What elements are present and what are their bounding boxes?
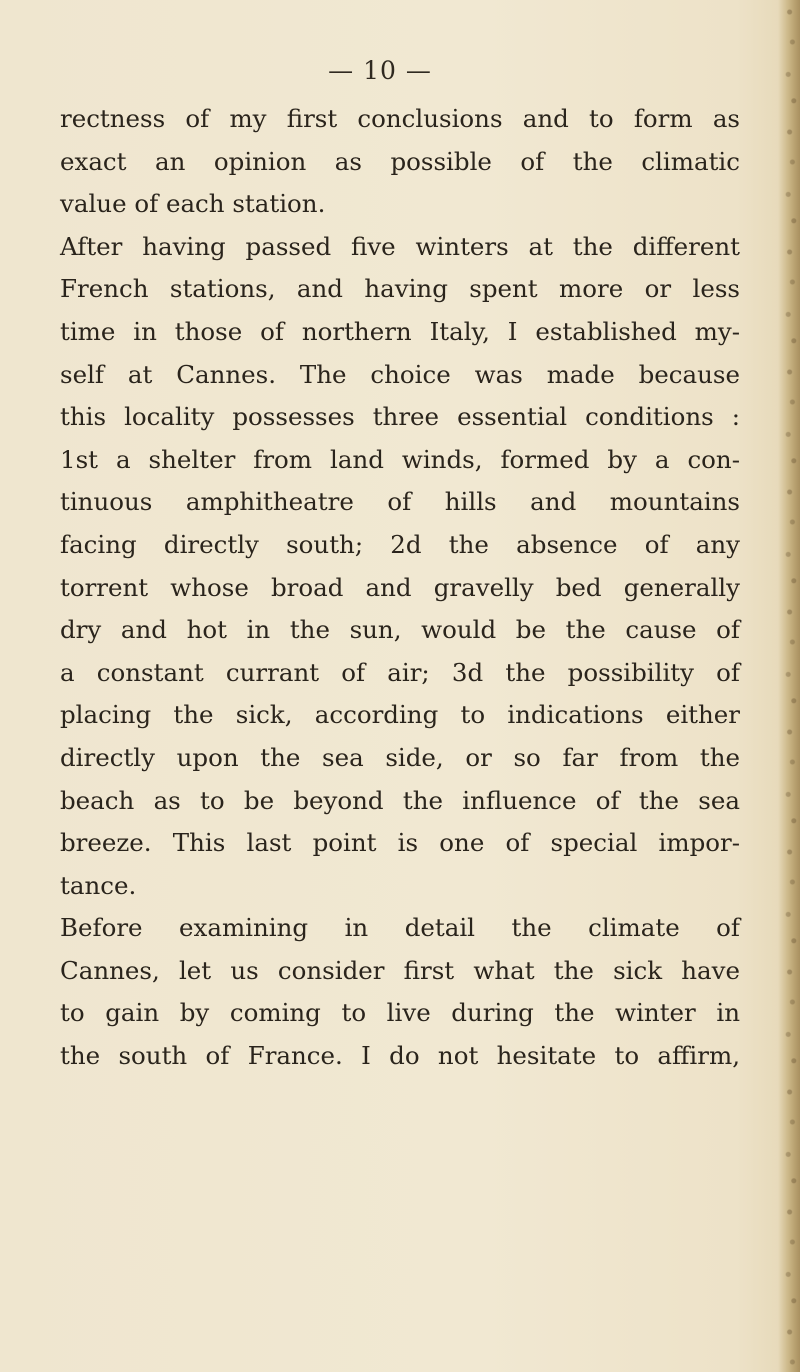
page-edge-stains [784, 0, 798, 1372]
text-line: 1st a shelter from land winds, formed by a con- [60, 444, 740, 474]
text-line: the south of France. I do not hesitate to affirm, [60, 1041, 740, 1071]
text-line: directly upon the sea side, or so far from the [60, 742, 740, 772]
text-line: breeze. This last point is one of special impor- [60, 828, 740, 858]
text-line: tinuous amphitheatre of hills and mountains [60, 487, 740, 517]
text-line: to gain by coming to live during the winter in [60, 998, 740, 1028]
text-line: rectness of my first conclusions and to form as [60, 104, 740, 133]
text-line: value of each station. [60, 189, 326, 219]
text-line: a constant currant of air; 3d the possibility of [60, 657, 740, 687]
text-line: this locality possesses three essential conditions : [60, 402, 740, 432]
text-line: facing directly south; 2d the absence of any [60, 529, 740, 559]
text-line: beach as to be beyond the influence of the sea [60, 785, 740, 815]
text-line: time in those of northern Italy, I established my- [60, 316, 740, 346]
text-line: self at Cannes. The choice was made because [60, 359, 740, 389]
text-line: dry and hot in the sun, would be the cause of [60, 615, 740, 645]
text-line: torrent whose broad and gravelly bed generally [60, 572, 740, 602]
text-line: placing the sick, according to indications either [60, 700, 740, 730]
text-line: tance. [60, 870, 137, 900]
body-text [60, 98, 740, 1078]
text-line: French stations, and having spent more or less [60, 274, 740, 304]
text-line: Cannes, let us consider first what the sick have [60, 955, 740, 985]
text-line: Before examining in detail the climate of [60, 913, 740, 943]
text-line: exact an opinion as possible of the climatic [60, 146, 740, 176]
page-number: — 10 — [328, 56, 432, 85]
text-line: After having passed five winters at the different [60, 231, 740, 261]
